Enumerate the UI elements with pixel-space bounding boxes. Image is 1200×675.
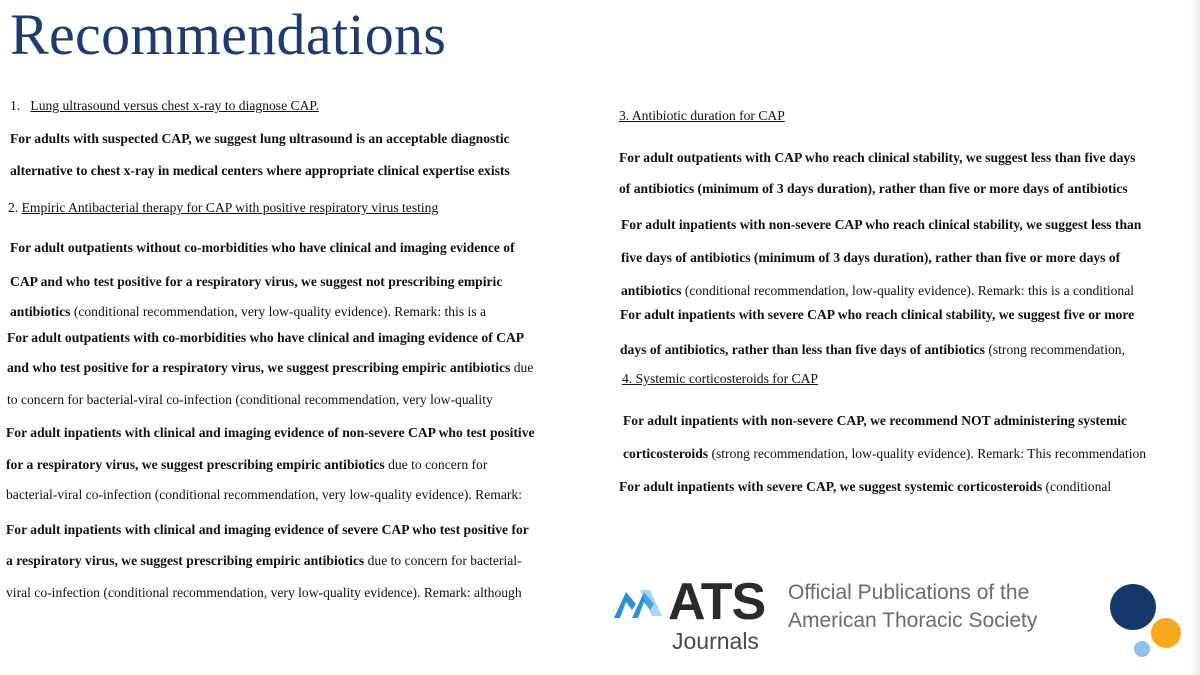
rec-6-line-2: of antibiotics (minimum of 3 days duration), rather than five or more days of antibiotics [619,181,1128,196]
rec-4-line-1: For adult inpatients with clinical and imaging evidence of non-severe CAP who test positive [6,425,535,440]
orange-circle-decoration [1151,618,1181,648]
page-title: Recommendations [10,2,447,67]
rec-9-line-2: corticosteroids (strong recommendation, low-quality evidence). Remark: This recommendation [623,446,1147,461]
ats-wave-icon [612,584,664,624]
rec-2-line-2: CAP and who test positive for a respiratory virus, we suggest not prescribing empiric [10,274,503,289]
tagline-line-2: American Thoracic Society [788,609,1038,632]
rec-7-line-2: five days of antibiotics (minimum of 3 days duration), rather than five or more days of [621,250,1121,265]
rec-4-line-3: bacterial-viral co-infection (conditional recommendation, very low-quality evidence). Remark: [6,487,522,502]
tagline-line-1: Official Publications of the [788,581,1030,604]
heading-3: 3. Antibiotic duration for CAP [619,108,785,123]
rec-5-line-1: For adult inpatients with clinical and imaging evidence of severe CAP who test positive for [6,522,529,537]
heading-1-text: Lung ultrasound versus chest x-ray to diagnose CAP. [30,98,319,113]
rec-2-line-1: For adult outpatients without co-morbidities who have clinical and imaging evidence of [10,240,515,255]
heading-2-number: 2. [8,200,19,215]
rec-7-line-3: antibiotics (conditional recommendation, low-quality evidence). Remark: this is a conditional [621,283,1135,298]
rec-1-line-2: alternative to chest x-ray in medical centers where appropriate clinical expertise exists [10,163,510,178]
rec-6-line-1: For adult outpatients with CAP who reach clinical stability, we suggest less than five days [619,150,1136,165]
rec-5-line-2: a respiratory virus, we suggest prescribing empiric antibiotics due to concern for bacterial- [6,553,522,568]
navy-circle-decoration [1110,584,1156,630]
ats-brand-text: ATS [668,573,766,631]
heading-1-number: 1. [10,98,21,113]
right-edge-shadow [1190,0,1200,675]
rec-3-line-3: to concern for bacterial-viral co-infection (conditional recommendation, very low-quality [7,392,493,407]
rec-7-line-1: For adult inpatients with non-severe CAP who reach clinical stability, we suggest less than [621,217,1142,232]
heading-4: 4. Systemic corticosteroids for CAP [622,371,818,386]
rec-2-line-3: antibiotics (conditional recommendation, very low-quality evidence). Remark: this is a [10,304,487,319]
rec-4-line-2: for a respiratory virus, we suggest prescribing empiric antibiotics due to concern for [6,457,488,472]
rec-10-line-1: For adult inpatients with severe CAP, we suggest systemic corticosteroids (conditional [619,479,1112,494]
rec-9-line-1: For adult inpatients with non-severe CAP, we recommend NOT administering systemic [623,413,1128,428]
heading-2 [8,199,438,217]
heading-2-text: Empiric Antibacterial therapy for CAP with positive respiratory virus testing [21,200,439,215]
rec-3-line-2: and who test positive for a respiratory virus, we suggest prescribing empiric antibiotics due [7,360,534,375]
rec-8-line-1: For adult inpatients with severe CAP who reach clinical stability, we suggest five or more [620,307,1135,322]
rec-8-line-2: days of antibiotics, rather than less than five days of antibiotics (strong recommendation, [620,342,1125,357]
journals-text: Journals [672,628,759,654]
rec-3-line-1: For adult outpatients with co-morbidities who have clinical and imaging evidence of CAP [7,330,525,345]
light-blue-circle-decoration [1134,641,1150,657]
heading-1 [10,97,319,115]
rec-5-line-3: viral co-infection (conditional recommendation, very low-quality evidence). Remark: although [6,585,522,600]
rec-1-line-1: For adults with suspected CAP, we suggest lung ultrasound is an acceptable diagnostic [10,131,510,146]
